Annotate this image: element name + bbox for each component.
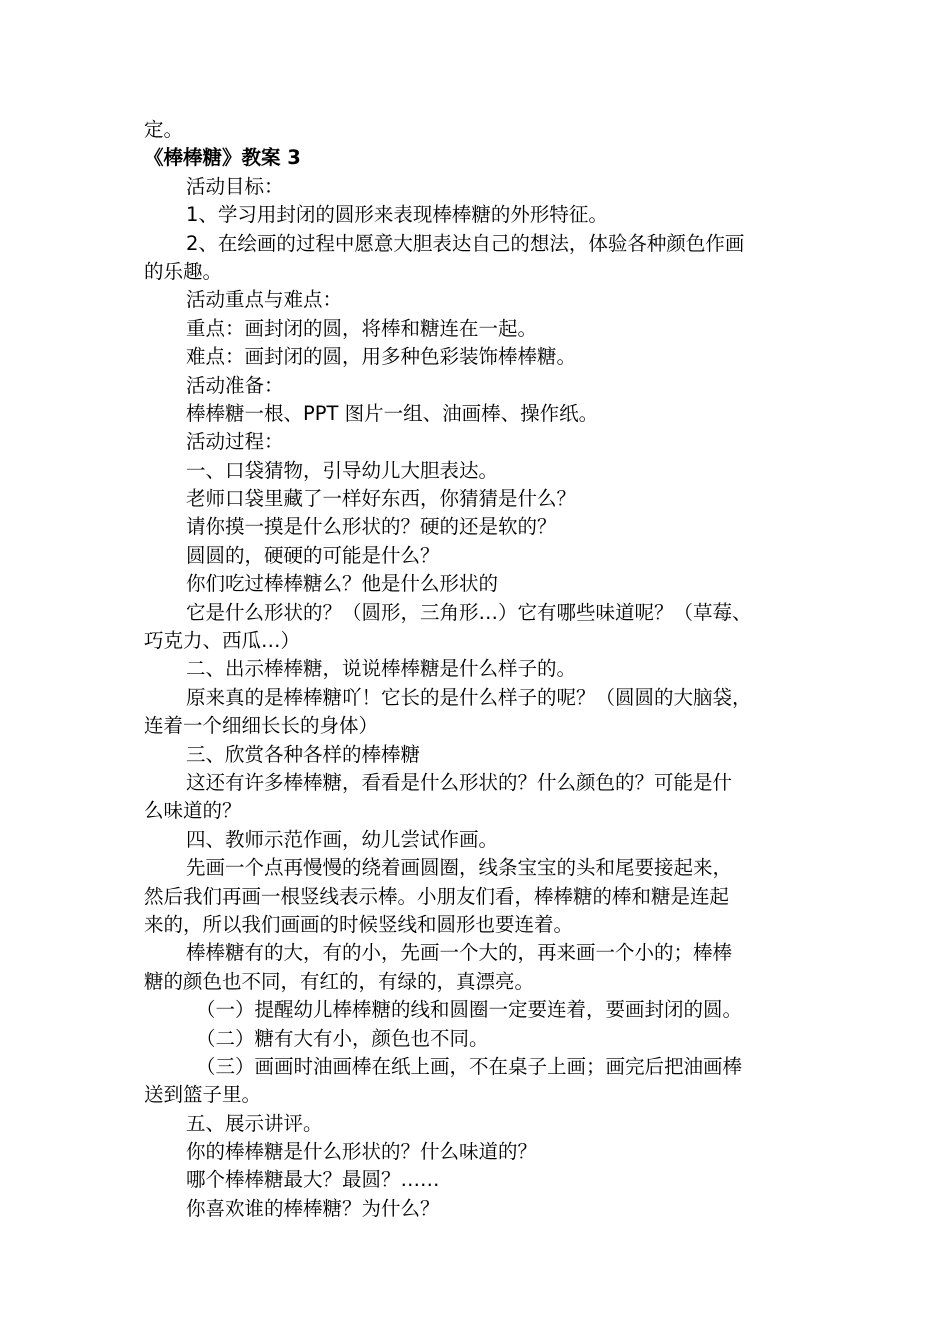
text-line: 定。: [144, 118, 184, 141]
text-line: 二、出示棒棒糖，说说棒棒糖是什么样子的。: [186, 657, 577, 681]
text-line: 2、在绘画的过程中愿意大胆表达自己的想法，体验各种颜色作画: [186, 231, 745, 255]
text-line: 活动目标：: [186, 174, 284, 198]
text-line: 一、口袋猜物，引导幼儿大胆表达。: [186, 458, 499, 482]
text-line: 送到篮子里。: [144, 1083, 262, 1107]
text-line: 请你摸一摸是什么形状的？硬的还是软的？: [186, 515, 557, 539]
text-line: 糖的颜色也不同，有红的，有绿的，真漂亮。: [144, 969, 535, 993]
text-line: 你们吃过棒棒糖么？他是什么形状的: [186, 572, 499, 596]
text-line: 重点：画封闭的圆，将棒和糖连在一起。: [186, 316, 538, 340]
text-line: （二）糖有大有小，颜色也不同。: [196, 1026, 489, 1050]
text-line: 原来真的是棒棒糖吖！它长的是什么样子的呢？（圆圆的大脑袋，: [186, 685, 752, 709]
text-line: 么味道的？: [144, 799, 242, 823]
text-line: （三）画画时油画棒在纸上画，不在桌子上画；画完后把油画棒: [196, 1054, 743, 1078]
text-line: 活动准备：: [186, 373, 284, 397]
text-line: 三、欣赏各种各样的棒棒糖: [186, 742, 421, 766]
document-body: [144, 116, 810, 1223]
text-line: 1、学习用封闭的圆形来表现棒棒糖的外形特征。: [186, 203, 608, 227]
text-line: 圆圆的，硬硬的可能是什么？: [186, 543, 440, 567]
text-line: 先画一个点再慢慢的绕着画圆圈，线条宝宝的头和尾要接起来，: [186, 856, 733, 880]
text-line: 棒棒糖一根、PPT 图片一组、油画棒、操作纸。: [186, 401, 599, 425]
text-line: 连着一个细细长长的身体）: [144, 714, 379, 738]
text-line: 你喜欢谁的棒棒糖？为什么？: [186, 1196, 440, 1220]
text-line: 来的，所以我们画画的时候竖线和圆形也要连着。: [144, 912, 574, 936]
section-heading: 《棒棒糖》教案 3: [144, 146, 301, 170]
text-line: 老师口袋里藏了一样好东西，你猜猜是什么？: [186, 487, 577, 511]
text-line: 五、展示讲评。: [186, 1111, 323, 1135]
text-line: 的乐趣。: [144, 259, 223, 283]
text-line: 四、教师示范作画，幼儿尝试作画。: [186, 827, 499, 851]
text-line: 然后我们再画一根竖线表示棒。小朋友们看，棒棒糖的棒和糖是连起: [144, 884, 730, 908]
text-line: 活动重点与难点：: [186, 288, 343, 312]
text-line: 哪个棒棒糖最大？最圆？……: [186, 1168, 440, 1192]
text-line: 这还有许多棒棒糖，看看是什么形状的？什么颜色的？可能是什: [186, 770, 733, 794]
text-line: （一）提醒幼儿棒棒糖的线和圆圈一定要连着，要画封闭的圆。: [196, 998, 743, 1022]
text-line: 难点：画封闭的圆，用多种色彩装饰棒棒糖。: [186, 345, 577, 369]
text-line: 棒棒糖有的大，有的小，先画一个大的，再来画一个小的；棒棒: [186, 941, 733, 965]
text-line: 它是什么形状的？（圆形，三角形…）它有哪些味道呢？（草莓、: [186, 600, 752, 624]
text-line: 你的棒棒糖是什么形状的？什么味道的？: [186, 1140, 538, 1164]
text-line: 活动过程：: [186, 430, 284, 454]
text-line: 巧克力、西瓜…）: [144, 629, 301, 653]
